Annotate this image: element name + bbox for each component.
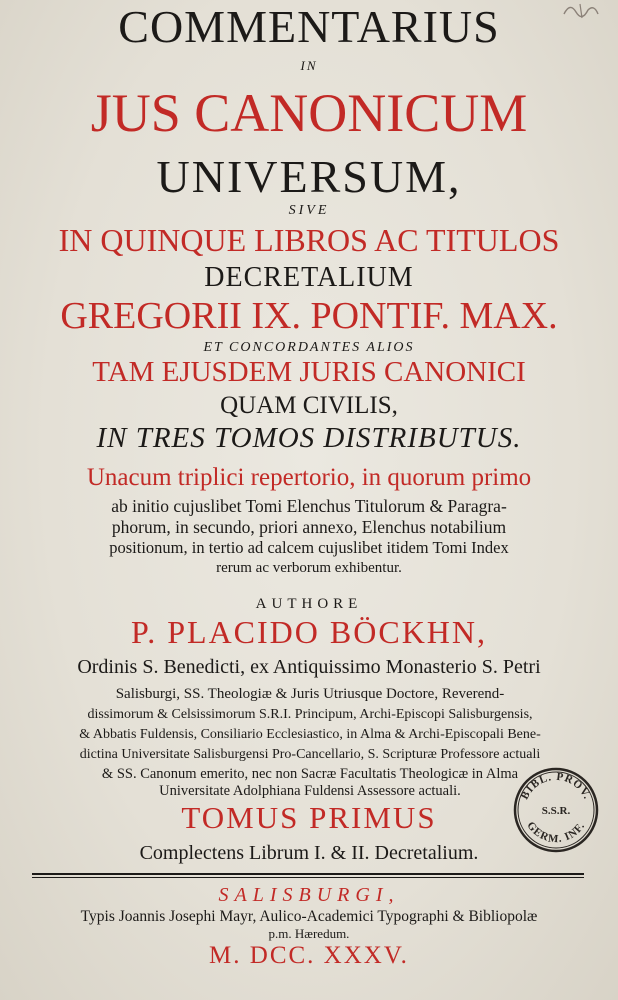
author-credentials-line-1: Salisburgi, SS. Theologiæ & Juris Utriusque Doctore, Reverend- xyxy=(115,686,505,702)
title-line-in: IN xyxy=(300,58,318,73)
title-line-gregorii: GREGORII IX. PONTIF. MAX. xyxy=(60,295,558,337)
title-line-concordantes: ET CONCORDANTES ALIOS xyxy=(203,340,415,355)
divider-rule-thick xyxy=(32,873,584,875)
volume-contents: Complectens Librum I. & II. Decretalium. xyxy=(139,842,479,864)
imprint-heirs: p.m. Hæredum. xyxy=(268,926,350,941)
body-line-3: positionum, in tertio ad calcem cujuslibet itidem Tomi Index xyxy=(109,538,509,557)
body-line-1: ab initio cujuslibet Tomi Elenchus Titulorum & Paragra- xyxy=(111,496,507,516)
stamp-text-top: BIBL. PROV. xyxy=(518,770,594,802)
title-line-quinque-libros: IN QUINQUE LIBROS AC TITULOS xyxy=(58,222,560,258)
volume-title: TOMUS PRIMUS xyxy=(181,800,437,835)
stamp-text-middle: S.S.R. xyxy=(541,805,571,817)
imprint-printer: Typis Joannis Josephi Mayr, Aulico-Academici Typographi & Bibliopolæ xyxy=(80,908,538,925)
author-credentials-line-3: & Abbatis Fuldensis, Consiliario Ecclesiastico, in Alma & Archi-Episcopali Bene- xyxy=(79,727,541,742)
library-stamp-icon xyxy=(511,765,601,855)
ink-mark-icon xyxy=(560,0,602,24)
title-line-tres-tomos: IN TRES TOMOS DISTRIBUTUS. xyxy=(96,422,522,454)
divider-rule-thin xyxy=(32,877,584,878)
authore-label: AUTHORE xyxy=(255,596,363,612)
title-line-commentarius: COMMENTARIUS xyxy=(118,1,500,52)
author-credentials-line-6: Universitate Adolphiana Fuldensi Assessore actuali. xyxy=(159,783,461,799)
title-line-sive: SIVE xyxy=(288,203,330,218)
stamp-text-bottom: GERM. INF. xyxy=(524,819,588,846)
title-line-universum: UNIVERSUM, xyxy=(156,151,462,202)
author-credentials-line-5: & SS. Canonum emerito, nec non Sacræ Facultatis Theologicæ in Alma xyxy=(101,766,519,782)
title-line-decretalium: DECRETALIUM xyxy=(204,262,414,293)
title-line-jus-canonicum: JUS CANONICUM xyxy=(90,83,528,143)
title-line-quam-civilis: QUAM CIVILIS, xyxy=(220,392,398,419)
author-name: P. PLACIDO BÖCKHN, xyxy=(130,614,488,650)
author-credentials-line-2: dissimorum & Celsissimorum S.R.I. Principum, Archi-Episcopi Salisburgensis, xyxy=(87,707,533,722)
svg-text:BIBL. PROV. xyxy=(519,771,594,802)
title-line-tam-ejusdem: TAM EJUSDEM JURIS CANONICI xyxy=(92,356,526,388)
imprint-year: M. DCC. XXXV. xyxy=(209,942,409,969)
author-credentials-line-4: dictina Universitate Salisburgensi Pro-Cancellario, S. Scripturæ Professore actuali xyxy=(79,747,541,762)
imprint-place: SALISBURGI, xyxy=(218,884,400,906)
body-line-2: phorum, in secundo, priori annexo, Elenchus notabilium xyxy=(111,517,507,537)
author-order: Ordinis S. Benedicti, ex Antiquissimo Monasterio S. Petri xyxy=(77,656,541,678)
title-line-unacum: Unacum triplici repertorio, in quorum primo xyxy=(86,464,532,491)
body-line-4: rerum ac verborum exhibentur. xyxy=(216,560,402,576)
